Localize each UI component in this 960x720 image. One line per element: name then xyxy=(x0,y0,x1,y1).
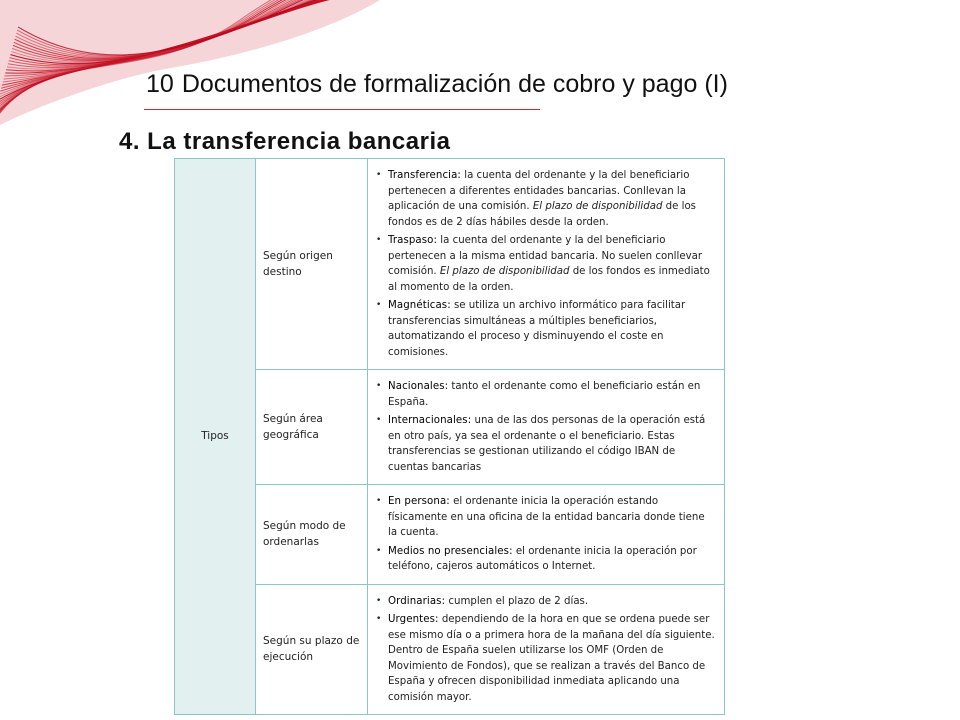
section-title: 4. La transferencia bancaria xyxy=(119,128,451,155)
list-item xyxy=(374,494,716,541)
item-text: se utiliza un archivo informático para facilitar transferencias simultáneas a múltiples beneficiarios, automatizando el proceso y disminuyendo el coste en comisiones. xyxy=(388,300,686,358)
category-cell xyxy=(256,485,368,585)
list-item xyxy=(374,298,716,360)
description-cell xyxy=(368,159,725,370)
chapter-title: Documentos de formalización de cobro y pago (I) xyxy=(181,70,728,98)
item-term: Magnéticas: xyxy=(388,300,451,311)
item-term: Internacionales: xyxy=(388,415,472,426)
item-term: Ordinarias: xyxy=(388,595,446,607)
item-text: el ordenante inicia la operación por teléfono, cajeros automáticos o Internet. xyxy=(388,545,697,572)
list-item xyxy=(374,168,716,230)
group-label-cell xyxy=(175,159,256,715)
list-item xyxy=(374,379,716,410)
bullet-list xyxy=(374,379,716,475)
description-cell xyxy=(368,370,725,485)
table-row xyxy=(175,370,725,485)
transfer-types-table xyxy=(174,158,725,715)
item-emphasis: El plazo de disponibilidad xyxy=(439,266,570,277)
item-emphasis: El plazo de disponibilidad xyxy=(532,201,663,212)
item-term: Medios no presenciales: xyxy=(388,545,513,557)
bullet-list xyxy=(374,168,716,360)
group-label: Tipos xyxy=(201,429,229,442)
category-cell xyxy=(256,370,368,485)
item-text: dependiendo de la hora en que se ordena puede ser ese mismo día o a primera hora de la mañana del día siguiente. Dentro de España suelen utilizarse los OMF (Orden de Movimiento de Fondos), que se realizan a través del Banco de España y ofrecen disponibilidad inmediata aplicando una comisión mayor. xyxy=(388,614,715,703)
page-title xyxy=(146,70,728,99)
category-label: Según área geográfica xyxy=(263,413,323,441)
category-cell xyxy=(256,159,368,370)
list-item xyxy=(374,413,716,475)
item-text: de los fondos es inmediato al momento de la orden. xyxy=(388,266,710,293)
category-label: Según modo de ordenarlas xyxy=(263,520,346,549)
item-text: de los fondos es de 2 días hábiles desde la orden. xyxy=(388,201,696,228)
item-term: Nacionales: xyxy=(388,381,449,392)
description-cell xyxy=(368,584,725,715)
list-item xyxy=(374,612,716,705)
item-term: Transferencia: xyxy=(388,170,461,181)
table-row xyxy=(175,485,725,585)
decorative-ribbon-graphic xyxy=(0,0,380,130)
item-text: el ordenante inicia la operación estando físicamente en una oficina de la entidad bancaria donde tiene la cuenta. xyxy=(388,496,705,538)
item-term: Urgentes: xyxy=(388,614,439,625)
list-item xyxy=(374,594,716,610)
item-text: la cuenta del ordenante y la del beneficiario pertenecen a la misma entidad bancaria. No suelen conllevar comisión. xyxy=(388,235,703,277)
table-row xyxy=(175,584,725,715)
category-label: Según origen destino xyxy=(263,250,333,278)
table-row xyxy=(175,159,725,370)
item-text: tanto el ordenante como el beneficiario están en España. xyxy=(388,381,701,408)
item-text: la cuenta del ordenante y la del beneficiario pertenecen a diferentes entidades bancarias. Conllevan la aplicación de una comisión. xyxy=(388,170,690,212)
item-text: una de las dos personas de la operación está en otro país, ya sea el ordenante o el beneficiario. Estas transferencias se gestionan utilizando el código IBAN de cuentas bancarias xyxy=(388,415,706,473)
chapter-number: 10 xyxy=(146,70,174,98)
category-label: Según su plazo de ejecución xyxy=(263,635,360,664)
list-item xyxy=(374,544,716,575)
item-term: Traspaso: xyxy=(388,235,438,246)
item-text: cumplen el plazo de 2 días. xyxy=(448,595,589,607)
bullet-list xyxy=(374,594,716,706)
item-term: En persona: xyxy=(388,496,450,507)
list-item xyxy=(374,233,716,295)
description-cell xyxy=(368,485,725,585)
category-cell xyxy=(256,584,368,715)
title-divider xyxy=(144,109,540,110)
bullet-list xyxy=(374,494,716,575)
